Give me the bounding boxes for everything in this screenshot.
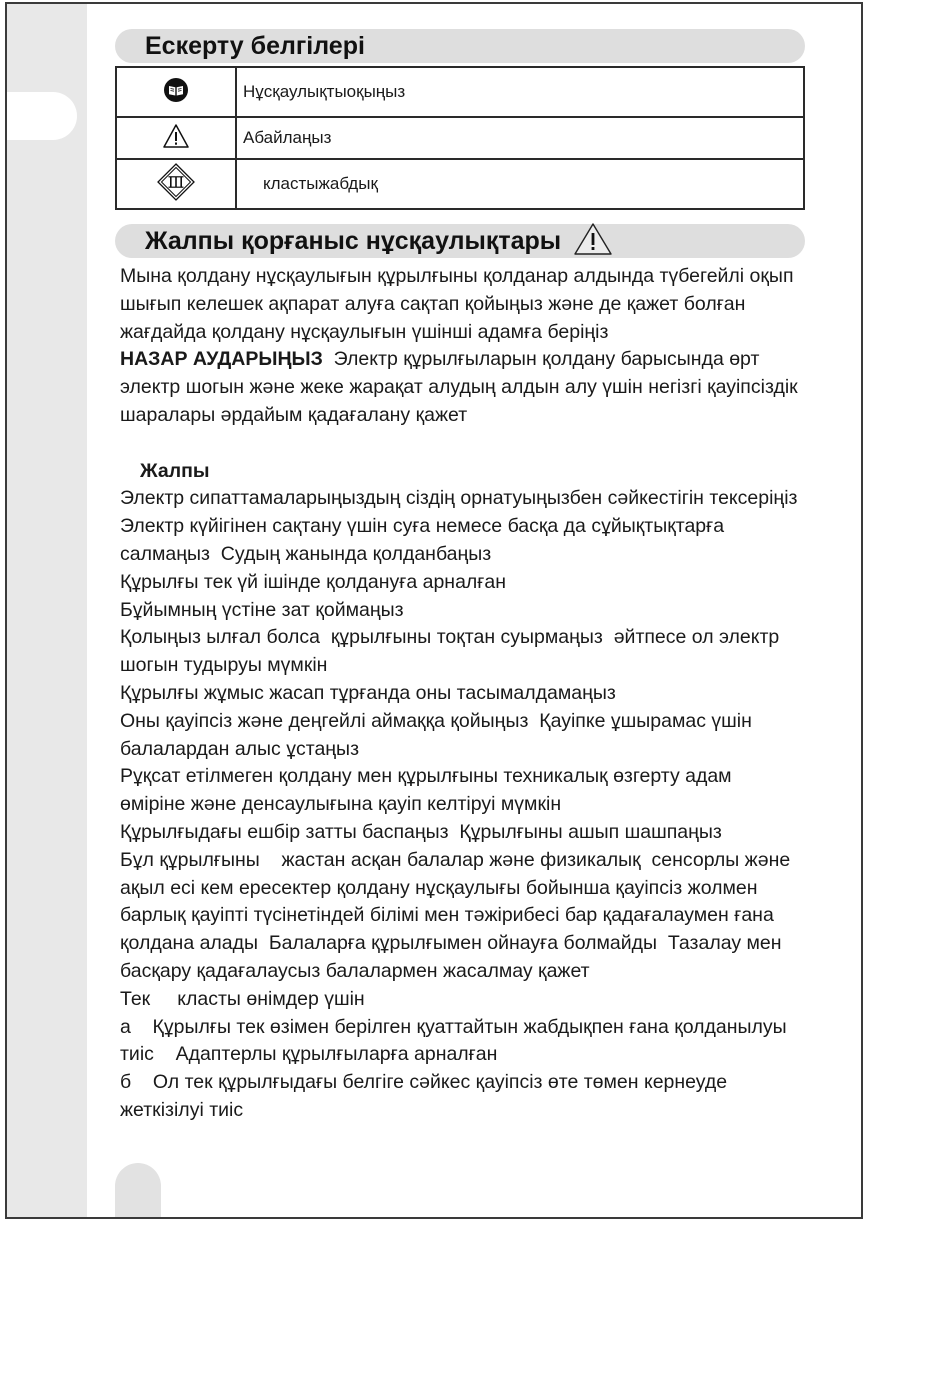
legend-row — [116, 159, 804, 209]
warning-signs-heading — [115, 29, 805, 63]
safety-title: Жалпы қорғаныс нұсқаулықтары — [145, 227, 562, 255]
general-line: Оны қауіпсіз және деңгейлі аймаққа қойыңыз Қауіпке ұшырамас үшін — [120, 709, 752, 732]
general-line: балалардан алыс ұстаңыз — [120, 737, 360, 760]
attention-label: НАЗАР АУДАРЫҢЫЗ — [120, 348, 323, 371]
intro-line: Мына қолдану нұсқаулығын құрылғыны қолданар алдында түбегейлі оқып — [120, 265, 794, 287]
safety-instructions-heading — [115, 224, 805, 258]
general-heading: Жалпы — [140, 459, 210, 482]
general-line: Рұқсат етілмеген қолдану мен құрылғыны техникалық өзгерту адам — [120, 765, 732, 788]
legend-row — [116, 67, 804, 117]
warning-triangle-icon — [162, 123, 190, 149]
attention-text: Электр құрылғыларын қолдану барысында өрт — [333, 348, 760, 371]
legend-icon-cell — [116, 159, 236, 209]
class-iii-diamond-icon — [156, 162, 196, 202]
general-line: салмаңыз Судың жанында қолданбаңыз — [120, 542, 492, 565]
general-line: барлық қауіпті түсінетіндей білімі мен тәжірибесі бар қадағалаумен ғана — [120, 904, 774, 927]
general-line: ақыл есі кем ересектер қолдану нұсқаулығы бойынша қауіпсіз жолмен — [120, 876, 758, 899]
spacer — [120, 430, 800, 458]
general-line: Бұйымның үстіне зат қоймаңыз — [120, 598, 404, 621]
general-line: Құрылғыдағы ешбір затты баспаңыз Құрылғыны ашып шашпаңыз — [120, 820, 722, 843]
legend-icon-cell — [116, 117, 236, 159]
general-list — [120, 485, 800, 1124]
general-line: Электр күйігінен сақтану үшін суға немесе басқа да сұйықтықтарға — [120, 515, 725, 538]
intro-line: шаралары әрдайым қадағалану қажет — [120, 403, 468, 426]
page-number-tab — [115, 1163, 161, 1217]
general-line: өміріне және денсаулығына қауіп келтіруі мүмкін — [120, 793, 562, 816]
general-line: Құрылғы жұмыс жасап тұрғанда оны тасымалдамаңыз — [120, 681, 616, 704]
general-line: қолдана алады Балаларға құрылғымен ойнауға болмайды Тазалау мен — [120, 932, 782, 955]
legend-row — [116, 117, 804, 159]
general-line: жеткізілуі тиіс — [120, 1098, 244, 1121]
warning-signs-title: Ескерту белгілері — [145, 32, 365, 60]
intro-line: шығып келешек ақпарат алуға сақтап қойыңыз және де қажет болған — [120, 292, 746, 315]
general-line: Құрылғы тек үй ішінде қолдануға арналған — [120, 570, 507, 593]
legend-label-class-equipment: кластыжабдық — [236, 159, 804, 209]
book-icon — [163, 77, 189, 103]
general-line: б Ол тек құрылғыдағы белгіге сәйкес қауіпсіз өте төмен кернеуде — [120, 1071, 728, 1094]
intro-line: электр шогын және жеке жарақат алудың алдын алу үшін негізгі қауіпсіздік — [120, 376, 798, 399]
warning-triangle-icon — [571, 221, 615, 257]
general-line: тиіс Адаптерлы құрылғыларға арналған — [120, 1043, 498, 1066]
general-line: Бұл құрылғыны жастан асқан балалар және физикалық сенсорлы және — [120, 848, 791, 871]
legend-label-caution: Абайлаңыз — [236, 117, 804, 159]
general-line: басқару қадағалаусыз балалармен жасалмау қажет — [120, 959, 590, 982]
general-line: Қолыңыз ылғал болса құрылғыны тоқтан суырмаңыз әйтпесе ол электр — [120, 626, 780, 649]
legend-icon-cell — [116, 67, 236, 117]
legend-label-read-manual: Нұсқаулықтыоқыңыз — [236, 67, 804, 117]
general-line: Тек класты өнімдер үшін — [120, 987, 365, 1010]
side-tab — [7, 92, 77, 140]
general-line: Электр сипаттамаларыңыздың сіздің орнатуыңызбен сәйкестігін тексеріңіз — [120, 487, 798, 510]
side-strip — [7, 4, 87, 1217]
legend-table — [115, 66, 805, 210]
intro-line: жағдайда қолдану нұсқаулығын үшінші адамға беріңіз — [120, 320, 609, 343]
attention-line — [120, 346, 800, 374]
body-text — [120, 263, 800, 1125]
general-line: а Құрылғы тек өзімен берілген қуаттайтын жабдықпен ғана қолданылуы — [120, 1015, 787, 1038]
general-line: шогын тудыруы мүмкін — [120, 654, 328, 677]
